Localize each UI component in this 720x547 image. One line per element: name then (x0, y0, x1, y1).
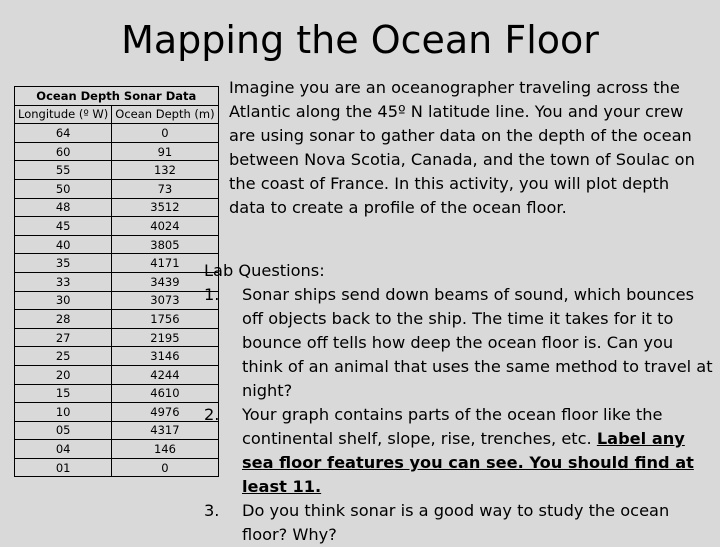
table-row (15, 235, 219, 254)
depth-cell: 4317 (112, 421, 218, 440)
longitude-cell: 60 (15, 142, 112, 161)
table-row (15, 440, 219, 459)
longitude-cell: 48 (15, 198, 112, 217)
question-text (242, 283, 714, 403)
question-number: 1. (204, 285, 220, 304)
longitude-cell: 05 (15, 421, 112, 440)
header-longitude: Longitude (º W) (15, 105, 112, 124)
depth-cell: 1756 (112, 310, 218, 329)
table-caption: Ocean Depth Sonar Data (15, 87, 219, 106)
depth-cell: 3512 (112, 198, 218, 217)
depth-cell: 0 (112, 458, 218, 477)
depth-cell: 132 (112, 161, 218, 180)
longitude-cell: 33 (15, 272, 112, 291)
longitude-cell: 35 (15, 254, 112, 273)
question-body: Your graph contains parts of the ocean floor like the continental shelf, slope, rise, trenches, etc. (242, 405, 663, 448)
longitude-cell: 27 (15, 328, 112, 347)
depth-cell: 4976 (112, 403, 218, 422)
longitude-cell: 50 (15, 179, 112, 198)
longitude-cell: 04 (15, 440, 112, 459)
table-row (15, 217, 219, 236)
table-row (15, 347, 219, 366)
lab-question (204, 283, 714, 403)
depth-cell: 4610 (112, 384, 218, 403)
sonar-data-table (14, 86, 219, 477)
question-body: Sonar ships send down beams of sound, which bounces off objects back to the ship. The time it takes for it to bounce off tells how deep the ocean floor is. Can you think of an animal that uses the same method to travel at night? (242, 285, 713, 400)
lab-questions-heading: Lab Questions: (204, 261, 325, 280)
table-row (15, 198, 219, 217)
table-row (15, 421, 219, 440)
table-row (15, 272, 219, 291)
table-row (15, 310, 219, 329)
question-number: 2. (204, 405, 220, 424)
depth-cell: 91 (112, 142, 218, 161)
table-row (15, 384, 219, 403)
longitude-cell: 25 (15, 347, 112, 366)
lab-question (204, 403, 714, 499)
table-row (15, 291, 219, 310)
table-body (15, 124, 219, 477)
longitude-cell: 15 (15, 384, 112, 403)
depth-cell: 4024 (112, 217, 218, 236)
intro-paragraph: Imagine you are an oceanographer traveling across the Atlantic along the 45º N latitude line. You and your crew are using sonar to gather data on the depth of the ocean between Nova Scotia, Canada, and the town of Soulac on the coast of France. In this activity, you will plot depth data to create a profile of the ocean floor. (229, 78, 695, 217)
table-row (15, 365, 219, 384)
depth-cell: 4171 (112, 254, 218, 273)
header-ocean-depth: Ocean Depth (m) (112, 105, 218, 124)
longitude-cell: 20 (15, 365, 112, 384)
longitude-cell: 28 (15, 310, 112, 329)
table-row (15, 142, 219, 161)
longitude-cell: 40 (15, 235, 112, 254)
question-number: 3. (204, 501, 220, 520)
depth-cell: 73 (112, 179, 218, 198)
longitude-cell: 10 (15, 403, 112, 422)
question-body: Do you think sonar is a good way to study the ocean floor? Why? (242, 501, 670, 544)
table-row (15, 124, 219, 143)
longitude-cell: 45 (15, 217, 112, 236)
longitude-cell: 01 (15, 458, 112, 477)
table-row (15, 458, 219, 477)
table-row (15, 161, 219, 180)
table-row (15, 328, 219, 347)
table-row (15, 403, 219, 422)
depth-cell: 0 (112, 124, 218, 143)
depth-cell: 3439 (112, 272, 218, 291)
table-row (15, 179, 219, 198)
page-title: Mapping the Ocean Floor (121, 18, 599, 62)
longitude-cell: 64 (15, 124, 112, 143)
depth-cell: 146 (112, 440, 218, 459)
depth-cell: 3073 (112, 291, 218, 310)
depth-cell: 3805 (112, 235, 218, 254)
depth-cell: 4244 (112, 365, 218, 384)
longitude-cell: 30 (15, 291, 112, 310)
question-text (242, 403, 714, 499)
depth-cell: 2195 (112, 328, 218, 347)
question-emphasis: Label any sea floor features you can see. You should find at least 11. (242, 429, 694, 496)
depth-cell: 3146 (112, 347, 218, 366)
table-row (15, 254, 219, 273)
longitude-cell: 55 (15, 161, 112, 180)
lab-questions-list (204, 283, 714, 547)
